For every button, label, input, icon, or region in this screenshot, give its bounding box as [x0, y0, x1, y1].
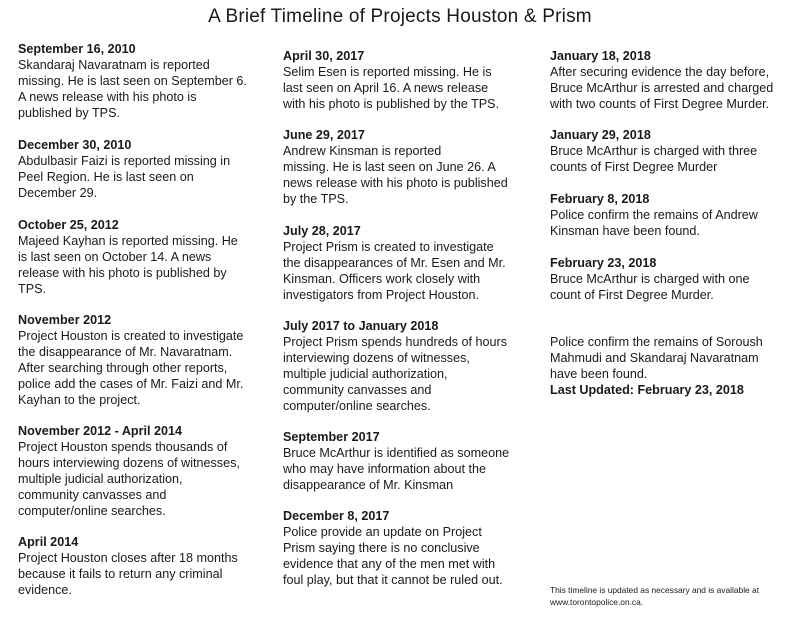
timeline-entry [283, 508, 528, 588]
entry-date: September 16, 2010 [18, 42, 136, 56]
timeline-entry [283, 48, 528, 112]
entry-date: November 2012 - April 2014 [18, 424, 183, 438]
entry-text: Skandaraj Navaratnam is reported missing. He is last seen on September 6. A news release with his photo is published by TPS. [18, 58, 247, 120]
timeline-entry [18, 217, 266, 297]
timeline-entry [283, 318, 528, 414]
entry-text: Police confirm the remains of Soroush Mahmudi and Skandaraj Navaratnam have been found. [550, 335, 763, 381]
timeline-entry [18, 137, 266, 201]
entry-text: Project Houston closes after 18 months because it fails to return any criminal evidence. [18, 551, 238, 597]
entry-text: After securing evidence the day before, Bruce McArthur is arrested and charged with two counts of First Degree Murder. [550, 65, 774, 111]
timeline-entry [283, 223, 528, 303]
timeline-note [550, 334, 782, 382]
entry-date: September 2017 [283, 430, 380, 444]
entry-text: Bruce McArthur is identified as someone who may have information about the disappearance of Mr. Kinsman [283, 446, 510, 492]
entry-date: January 29, 2018 [550, 128, 651, 142]
page-title: A Brief Timeline of Projects Houston & Prism [208, 6, 592, 27]
timeline-entry [550, 191, 782, 239]
entry-text: Project Houston is created to investigate the disappearance of Mr. Navaratnam. After searching through other reports, police add the cases of Mr. Faizi and Mr. Kayhan to the project. [18, 329, 244, 407]
entry-date: February 8, 2018 [550, 192, 650, 206]
timeline-entry [18, 41, 266, 121]
entry-date: December 8, 2017 [283, 509, 390, 523]
timeline-entry [550, 127, 782, 175]
timeline-entry [550, 255, 782, 303]
entry-text: Majeed Kayhan is reported missing. He is last seen on October 14. A news release with his photo is published by TPS. [18, 234, 238, 296]
entry-date: November 2012 [18, 313, 112, 327]
entry-text: Abdulbasir Faizi is reported missing in Peel Region. He is last seen on December 29. [18, 154, 231, 200]
entry-text: Selim Esen is reported missing. He is last seen on April 16. A news release with his photo is published by the TPS. [283, 65, 500, 111]
entry-date: June 29, 2017 [283, 128, 365, 142]
entry-date: February 23, 2018 [550, 256, 657, 270]
entry-text: Andrew Kinsman is reported missing. He is last seen on June 26. A news release with his photo is published by the TPS. [283, 144, 508, 206]
entry-text: Project Prism spends hundreds of hours interviewing dozens of witnesses, multiple judicial authorization, community canvasses and computer/online searches. [283, 335, 508, 413]
entry-date: April 30, 2017 [283, 49, 365, 63]
entry-date: April 2014 [18, 535, 79, 549]
entry-text: Project Prism is created to investigate the disappearances of Mr. Esen and Mr. Kinsman. Officers work closely with investigators from Project Houston. [283, 240, 506, 302]
timeline-entry [18, 423, 266, 519]
timeline-entry [18, 534, 266, 598]
entry-text: Police confirm the remains of Andrew Kinsman have been found. [550, 208, 758, 238]
entry-date: July 28, 2017 [283, 224, 361, 238]
entry-text: Police provide an update on Project Prism saying there is no conclusive evidence that any of the men met with foul play, but that it cannot be ruled out. [283, 525, 503, 587]
timeline-entry [283, 127, 528, 207]
timeline-entry [283, 429, 528, 493]
entry-text: Bruce McArthur is charged with three counts of First Degree Murder [550, 144, 758, 174]
entry-date: October 25, 2012 [18, 218, 119, 232]
timeline-entry [18, 312, 266, 408]
entry-date: December 30, 2010 [18, 138, 132, 152]
entry-date: July 2017 to January 2018 [283, 319, 439, 333]
entry-text: Project Houston spends thousands of hours interviewing dozens of witnesses, multiple judicial authorization, community canvasses and computer/online searches. [18, 440, 240, 518]
last-updated: Last Updated: February 23, 2018 [550, 383, 744, 397]
entry-text: Bruce McArthur is charged with one count of First Degree Murder. [550, 272, 750, 302]
timeline-entry [550, 48, 782, 112]
footer-note: This timeline is updated as necessary and is available at www.torontopolice.on.ca. [550, 585, 760, 607]
entry-date: January 18, 2018 [550, 49, 651, 63]
